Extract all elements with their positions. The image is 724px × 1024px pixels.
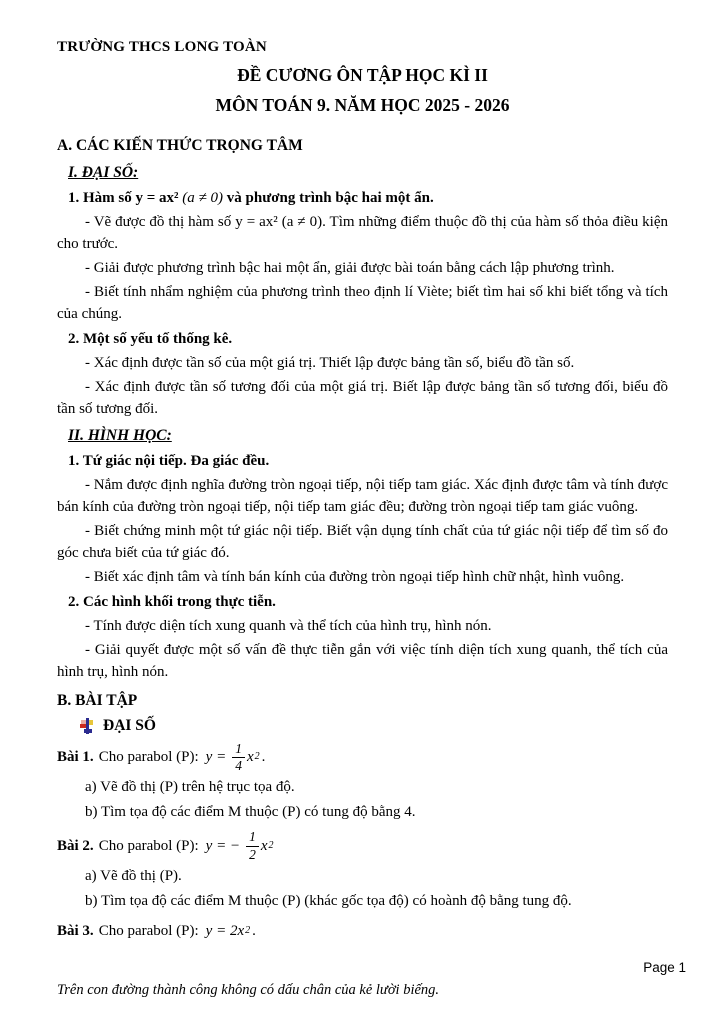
page-number: Page 1 bbox=[643, 960, 686, 975]
doc-title: ĐỀ CƯƠNG ÔN TẬP HỌC KÌ II bbox=[237, 65, 488, 85]
exercise-1-item-b: b) Tìm tọa độ các điểm M thuộc (P) có tung độ bằng 4. bbox=[85, 804, 416, 821]
equation-period: . bbox=[252, 923, 256, 940]
geometry-topic2-heading: 2. Các hình khối trong thực tiễn. bbox=[68, 594, 276, 610]
bullet-point: - Biết xác định tâm và tính bán kính của đường tròn ngoại tiếp hình chữ nhật, hình vuông. bbox=[85, 569, 625, 585]
statistics-topic-heading: 2. Một số yếu tố thống kê. bbox=[68, 331, 233, 347]
exercise-2 bbox=[57, 830, 668, 861]
flower-bullet-icon bbox=[80, 718, 94, 734]
equation-lhs: y = bbox=[205, 749, 227, 766]
exercise-3 bbox=[57, 919, 668, 945]
exercise-1-intro: Cho parabol (P): bbox=[98, 749, 199, 766]
fraction-numerator: 1 bbox=[232, 742, 245, 758]
bullet-point: - Biết chứng minh một tứ giác nội tiếp. Biết vận dụng tính chất của tứ giác nội tiếp để tìm số đo góc chưa biết của tứ giác đó. bbox=[57, 523, 668, 561]
exercise-2-intro: Cho parabol (P): bbox=[98, 837, 199, 854]
bullet-point: - Biết tính nhẩm nghiệm của phương trình theo định lí Viète; biết tìm hai số khi biết tổng và tích của chúng. bbox=[57, 284, 668, 322]
exercise-3-label: Bài 3. bbox=[57, 923, 94, 940]
doc-subtitle: MÔN TOÁN 9. NĂM HỌC 2025 - 2026 bbox=[215, 95, 510, 115]
exercise-1-label: Bài 1. bbox=[57, 749, 94, 766]
algebra-subsection-row bbox=[80, 717, 668, 735]
bullet-point: - Tính được diện tích xung quanh và thể tích của hình trụ, hình nón. bbox=[85, 618, 492, 634]
algebra-heading: I. ĐẠI SỐ: bbox=[68, 164, 139, 181]
exercise-3-intro: Cho parabol (P): bbox=[98, 923, 199, 940]
topic1-bold-post: và phương trình bậc hai một ẩn. bbox=[226, 190, 434, 206]
exercise-1 bbox=[57, 742, 668, 773]
topic1-bold-pre: 1. Hàm số y = ax² bbox=[68, 190, 179, 206]
equation-exponent: 2 bbox=[268, 839, 274, 851]
equation-expression: y = 2x bbox=[205, 923, 245, 940]
equation-lhs: y = − bbox=[205, 837, 241, 854]
bullet-point: - Vẽ được đồ thị hàm số y = ax² (a ≠ 0). Tìm những điểm thuộc đồ thị của hàm số thỏa điều kiện cho trước. bbox=[57, 214, 668, 252]
fraction bbox=[246, 830, 259, 861]
exercise-2-item-b: b) Tìm tọa độ các điểm M thuộc (P) (khác gốc tọa độ) có hoành độ bằng tung độ. bbox=[85, 892, 572, 909]
equation-variable: x bbox=[246, 749, 254, 766]
bullet-point: - Nắm được định nghĩa đường tròn ngoại tiếp, nội tiếp tam giác. Xác định được tâm và tính được bán kính của đường tròn ngoại tiếp, nội tiếp tam giác đều; đường tròn ngoại tiếp tam giác vuông. bbox=[57, 477, 668, 515]
exercise-2-item-a: a) Vẽ đồ thị (P). bbox=[85, 867, 182, 884]
geometry-heading: II. HÌNH HỌC: bbox=[68, 427, 172, 444]
fraction-denominator: 4 bbox=[235, 758, 242, 774]
school-name: TRƯỜNG THCS LONG TOÀN bbox=[57, 39, 267, 55]
section-b-heading: B. BÀI TẬP bbox=[57, 692, 138, 709]
fraction bbox=[232, 742, 245, 773]
exercise-1-item-a: a) Vẽ đồ thị (P) trên hệ trục tọa độ. bbox=[85, 779, 295, 796]
equation-exponent: 2 bbox=[254, 751, 260, 763]
algebra-topic1-heading bbox=[68, 187, 668, 209]
exercise-3-equation bbox=[206, 923, 256, 940]
bullet-point: - Giải quyết được một số vấn đề thực tiễn gắn với việc tính diện tích xung quanh, thể tích của hình trụ, hình nón. bbox=[57, 642, 668, 680]
fraction-denominator: 2 bbox=[249, 846, 256, 862]
bullet-point: - Xác định được tần số của một giá trị. Thiết lập được bảng tần số, biểu đồ tần số. bbox=[85, 355, 575, 371]
topic1-math-condition: (a ≠ 0) bbox=[182, 190, 224, 206]
equation-variable: x bbox=[260, 837, 268, 854]
exercise-2-equation bbox=[206, 830, 276, 861]
exercise-1-equation bbox=[206, 742, 266, 773]
equation-period: . bbox=[261, 749, 266, 766]
section-a-heading: A. CÁC KIẾN THỨC TRỌNG TÂM bbox=[57, 137, 303, 154]
exercise-2-label: Bài 2. bbox=[57, 837, 94, 854]
equation-exponent: 2 bbox=[245, 925, 251, 937]
bullet-point: - Giải được phương trình bậc hai một ẩn, giải được bài toán bằng cách lập phương trình. bbox=[85, 260, 615, 276]
bullet-point: - Xác định được tần số tương đối của một giá trị. Biết lập được bảng tần số tương đối, biểu đồ tần số tương đối. bbox=[57, 379, 668, 417]
geometry-topic1-heading: 1. Tứ giác nội tiếp. Đa giác đều. bbox=[68, 453, 270, 469]
fraction-numerator: 1 bbox=[246, 830, 259, 846]
algebra-subsection-label: ĐẠI SỐ bbox=[103, 717, 156, 734]
footer-quote: Trên con đường thành công không có dấu chân của kẻ lười biếng. bbox=[57, 982, 440, 998]
